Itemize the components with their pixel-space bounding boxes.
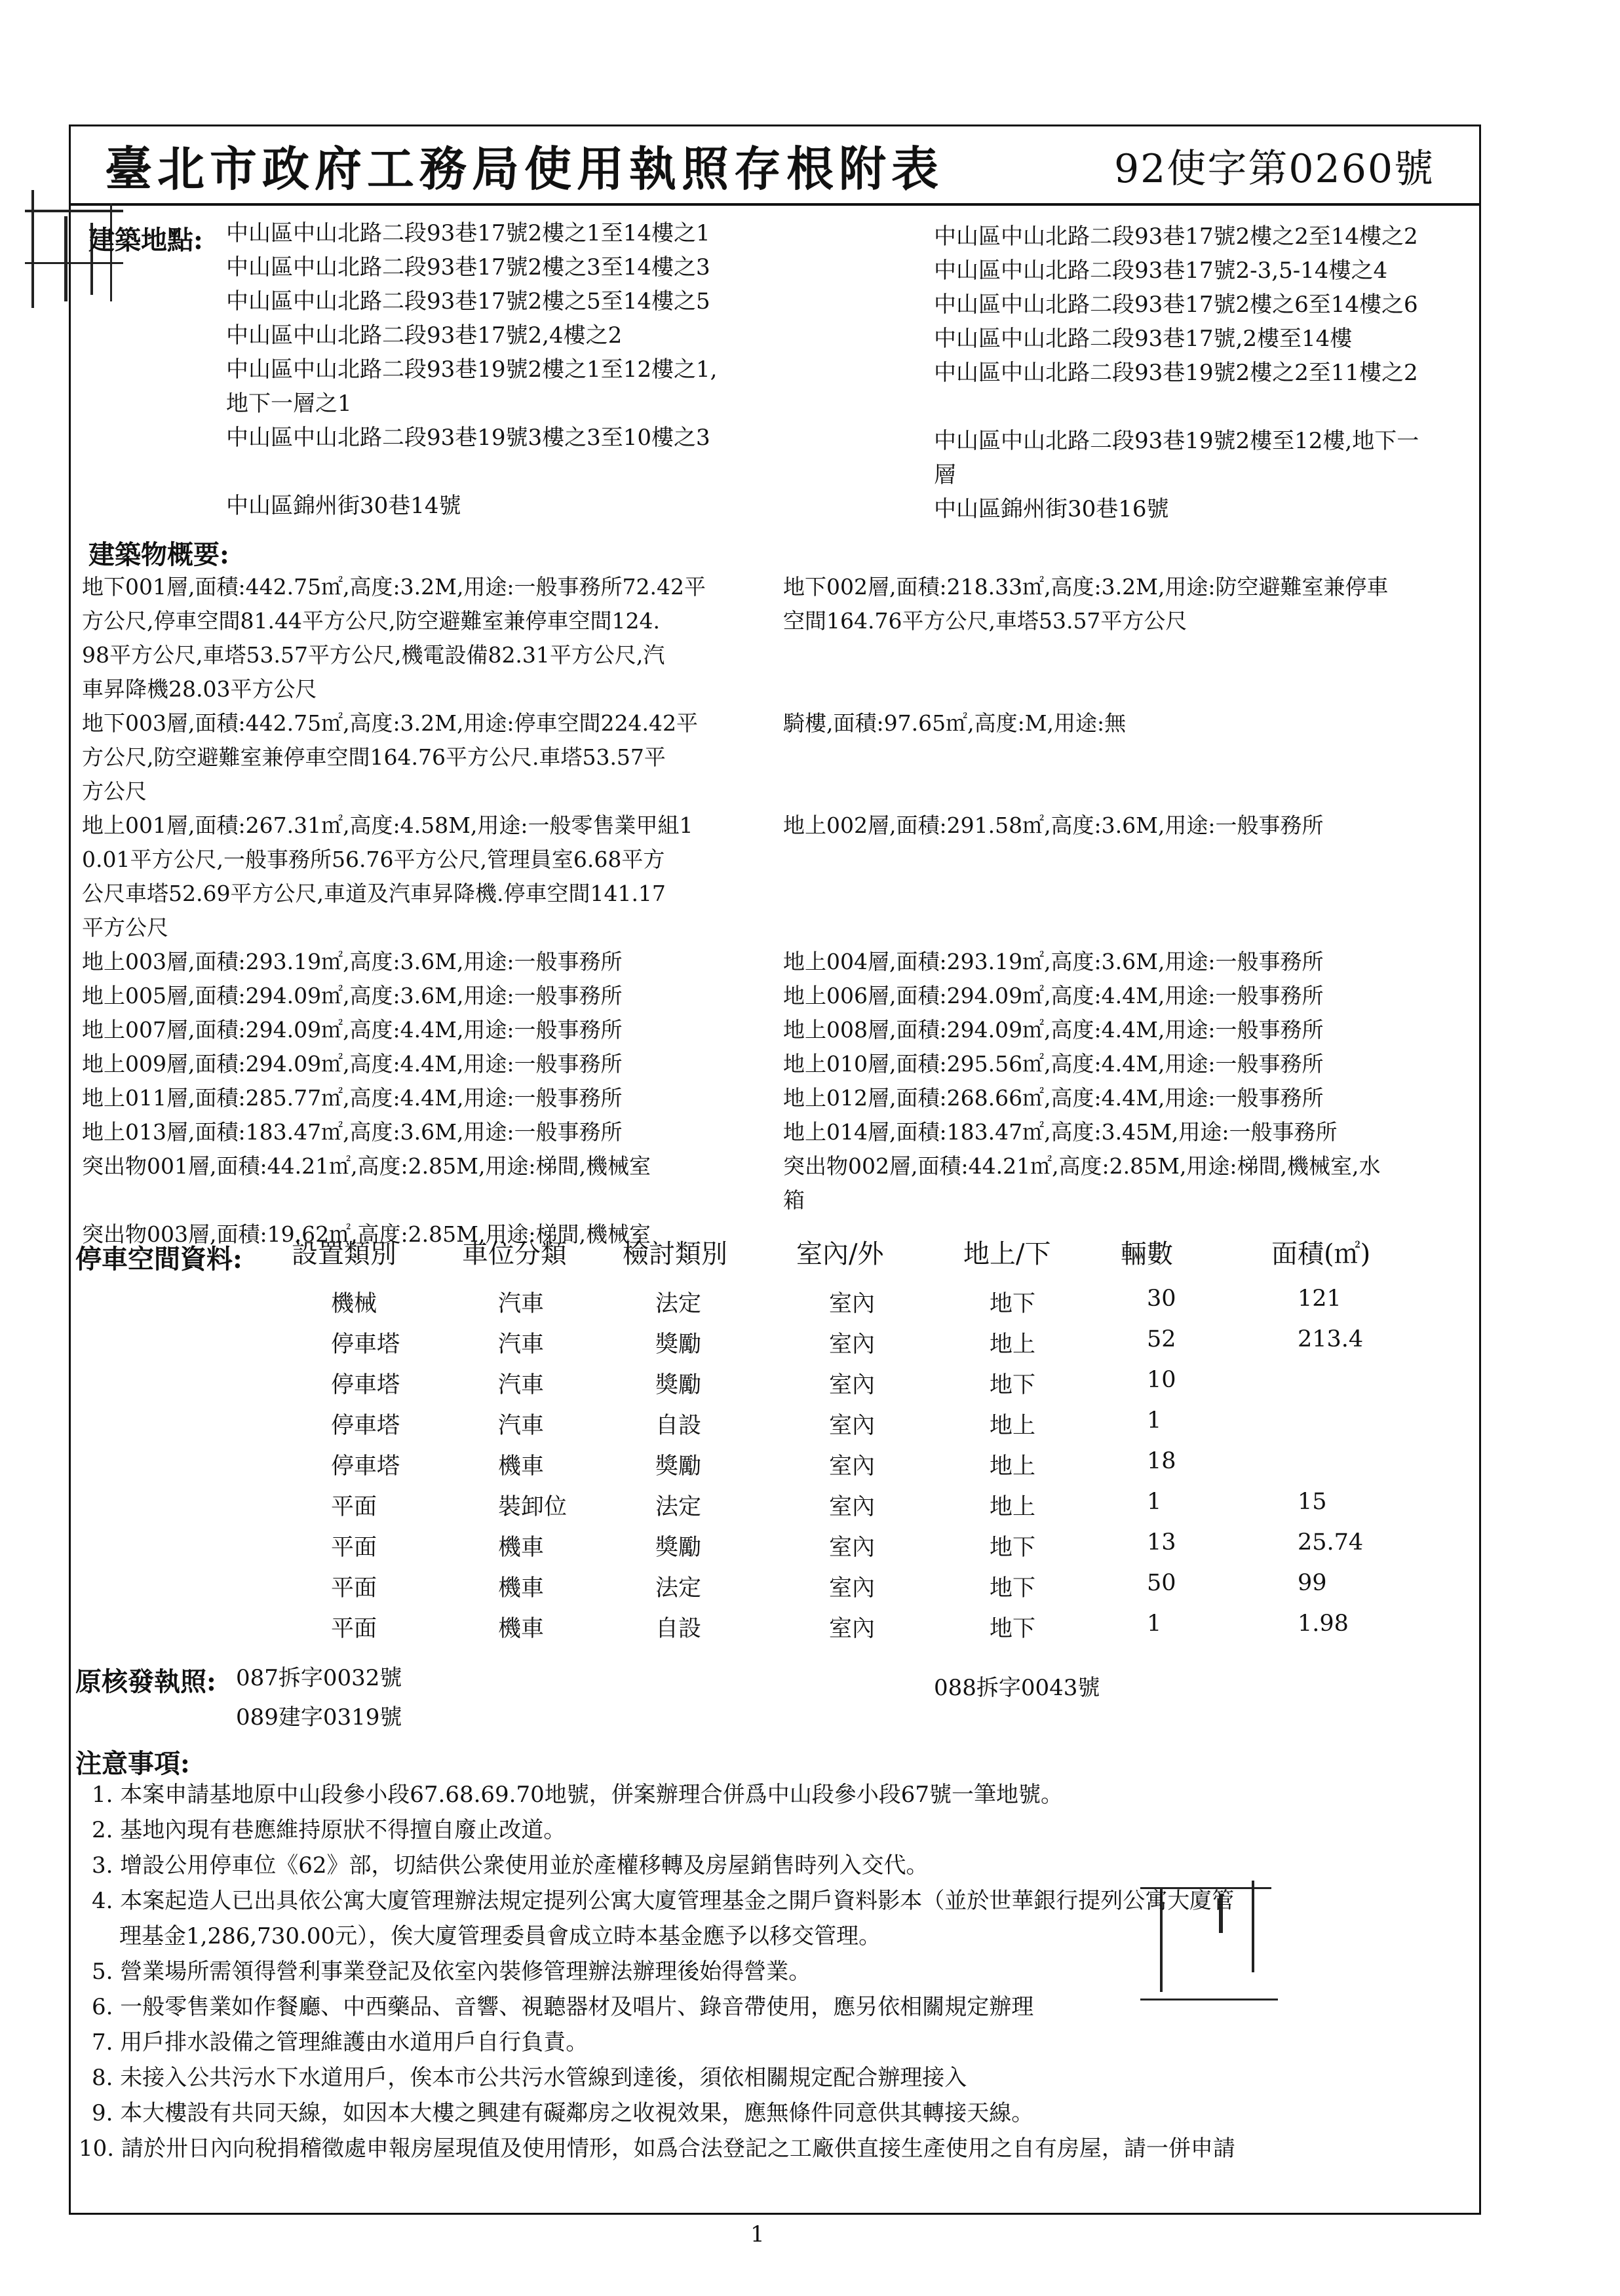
overview-left-cell xyxy=(82,945,783,979)
overview-line: 空間164.76平方公尺,車塔53.57平方公尺 xyxy=(783,608,1187,634)
overview-left-cell xyxy=(82,1081,783,1115)
parking-header-cell: 面積(㎡) xyxy=(1271,1239,1371,1269)
address-left-column xyxy=(226,216,718,523)
permit-number: 92使字第0260號 xyxy=(1114,146,1435,192)
address-line: 中山區中山北路二段93巷17號2樓之6至14樓之6 xyxy=(934,292,1418,318)
parking-cell: 52 xyxy=(1147,1326,1176,1352)
overview-right-cell xyxy=(783,1115,1471,1149)
address-label: 建築地點: xyxy=(88,225,203,256)
parking-cell: 地下 xyxy=(990,1291,1036,1317)
parking-cell: 室內 xyxy=(829,1494,876,1520)
overview-line: 地上011層,面積:285.77㎡,高度:4.4M,用途:一般事務所 xyxy=(82,1085,623,1111)
parking-cell: 室內 xyxy=(829,1372,876,1398)
parking-cell: 裝卸位 xyxy=(498,1494,568,1520)
parking-cell: 停車塔 xyxy=(331,1372,400,1398)
address-line: 中山區錦州街30巷14號 xyxy=(226,493,461,519)
parking-cell: 地上 xyxy=(990,1413,1036,1439)
parking-cell: 室內 xyxy=(829,1291,876,1317)
address-line: 層 xyxy=(934,462,956,488)
overview-left-cell xyxy=(82,570,783,706)
overview-right-cell xyxy=(783,570,1471,706)
overview-line: 地上008層,面積:294.09㎡,高度:4.4M,用途:一般事務所 xyxy=(783,1017,1324,1043)
parking-cell: 法定 xyxy=(655,1291,702,1317)
parking-cell: 自設 xyxy=(655,1616,702,1642)
overview-right-cell xyxy=(783,1047,1471,1081)
overview-line: 平方公尺 xyxy=(82,915,168,940)
overview-row xyxy=(82,1149,1471,1217)
parking-cell: 室內 xyxy=(829,1331,876,1358)
parking-cell: 汽車 xyxy=(498,1372,545,1398)
overview-line: 地上006層,面積:294.09㎡,高度:4.4M,用途:一般事務所 xyxy=(783,983,1324,1008)
parking-cell: 機車 xyxy=(498,1535,545,1561)
parking-header-cell: 檢討類別 xyxy=(623,1239,727,1269)
overview-line: 地上005層,面積:294.09㎡,高度:3.6M,用途:一般事務所 xyxy=(82,983,623,1008)
page-title: 臺北市政府工務局使用執照存根附表 xyxy=(105,141,944,197)
page-number: 1 xyxy=(750,2221,765,2248)
overview-line: 0.01平方公尺,一般事務所56.76平方公尺,管理員室6.68平方 xyxy=(82,847,665,872)
parking-cell: 1.98 xyxy=(1298,1611,1349,1637)
address-line: 中山區中山北路二段93巷17號2樓之3至14樓之3 xyxy=(226,254,710,280)
overview-left-cell xyxy=(82,979,783,1013)
overview-line: 地上013層,面積:183.47㎡,高度:3.6M,用途:一般事務所 xyxy=(82,1119,623,1145)
overview-right-cell xyxy=(783,706,1471,809)
overview-line: 突出物002層,面積:44.21㎡,高度:2.85M,用途:梯間,機械室,水 xyxy=(783,1153,1381,1179)
parking-cell: 10 xyxy=(1147,1367,1176,1393)
parking-cell: 停車塔 xyxy=(331,1413,400,1439)
parking-cell: 獎勵 xyxy=(655,1372,702,1398)
parking-cell: 獎勵 xyxy=(655,1535,702,1561)
note-item: 9. 本大樓設有共同天線，如因本大樓之興建有礙鄰房之收視效果，應無條件同意供其轉接天線。 xyxy=(92,2100,1034,2126)
parking-cell: 13 xyxy=(1147,1529,1176,1556)
parking-cell: 停車塔 xyxy=(331,1331,400,1358)
parking-cell: 1 xyxy=(1147,1489,1162,1515)
parking-cell: 地下 xyxy=(990,1535,1036,1561)
parking-cell: 地下 xyxy=(990,1616,1036,1642)
note-item: 10. 請於卅日內向稅捐稽徵處申報房屋現值及使用情形，如爲合法登記之工廠供直接生產使用之自有房屋，請一併申請 xyxy=(79,2135,1235,2162)
parking-cell: 地下 xyxy=(990,1372,1036,1398)
overview-label: 建築物概要: xyxy=(88,539,229,570)
address-line: 中山區中山北路二段93巷19號2樓至12樓,地下一 xyxy=(934,428,1419,454)
overview-line: 地上001層,面積:267.31㎡,高度:4.58M,用途:一般零售業甲組1 xyxy=(82,813,693,838)
overview-left-cell xyxy=(82,1013,783,1047)
overview-line: 突出物003層,面積:19.62㎡,高度:2.85M,用途:梯間,機械室 xyxy=(82,1221,651,1247)
overview-row xyxy=(82,809,1471,945)
overview-line: 地上010層,面積:295.56㎡,高度:4.4M,用途:一般事務所 xyxy=(783,1051,1324,1077)
overview-left-cell xyxy=(82,1149,783,1217)
parking-cell: 25.74 xyxy=(1298,1529,1364,1556)
notes-label: 注意事項: xyxy=(75,1748,190,1779)
overview-right-cell xyxy=(783,979,1471,1013)
overview-line: 車昇降機28.03平方公尺 xyxy=(82,676,317,702)
address-line: 中山區錦州街30巷16號 xyxy=(934,496,1169,522)
parking-cell: 平面 xyxy=(331,1494,377,1520)
parking-cell: 機車 xyxy=(498,1453,545,1480)
note-item: 5. 營業場所需領得營利事業登記及依室內裝修管理辦法辦理後始得營業。 xyxy=(92,1959,811,1985)
parking-cell: 99 xyxy=(1298,1570,1327,1596)
overview-left-cell xyxy=(82,706,783,809)
parking-cell: 法定 xyxy=(655,1575,702,1601)
overview-line: 突出物001層,面積:44.21㎡,高度:2.85M,用途:梯間,機械室 xyxy=(82,1153,651,1179)
parking-cell: 213.4 xyxy=(1298,1326,1364,1352)
note-item-continued: 理基金1,286,730.00元），俟大廈管理委員會成立時本基金應予以移交管理。 xyxy=(119,1923,881,1949)
overview-line: 地上009層,面積:294.09㎡,高度:4.4M,用途:一般事務所 xyxy=(82,1051,623,1077)
parking-cell: 平面 xyxy=(331,1535,377,1561)
overview-right-cell xyxy=(783,1013,1471,1047)
note-item: 4. 本案起造人已出具依公寓大廈管理辦法規定提列公寓大廈管理基金之開戶資料影本（並於世華銀行提列公寓大廈管 xyxy=(92,1888,1235,1914)
parking-cell: 自設 xyxy=(655,1413,702,1439)
overview-line: 地上014層,面積:183.47㎡,高度:3.45M,用途:一般事務所 xyxy=(783,1119,1338,1145)
parking-cell: 室內 xyxy=(829,1413,876,1439)
parking-cell: 室內 xyxy=(829,1575,876,1601)
overview-section xyxy=(82,570,1471,1252)
address-line: 中山區中山北路二段93巷17號2樓之5至14樓之5 xyxy=(226,288,710,315)
overview-line: 箱 xyxy=(783,1187,805,1213)
parking-cell: 獎勵 xyxy=(655,1331,702,1358)
overview-row xyxy=(82,1217,1471,1252)
overview-line: 地下001層,面積:442.75㎡,高度:3.2M,用途:一般事務所72.42平 xyxy=(82,574,706,600)
note-item: 3. 增設公用停車位《62》部，切結供公衆使用並於產權移轉及房屋銷售時列入交代。 xyxy=(92,1852,929,1879)
address-line: 中山區中山北路二段93巷19號2樓之2至11樓之2 xyxy=(934,360,1418,386)
original-permit-label: 原核發執照: xyxy=(75,1666,216,1697)
overview-line: 方公尺,防空避難室兼停車空間164.76平方公尺.車塔53.57平 xyxy=(82,744,666,770)
overview-row xyxy=(82,1115,1471,1149)
note-item: 1. 本案申請基地原中山段參小段67.68.69.70地號，併案辦理合併爲中山段參小段67號一筆地號。 xyxy=(92,1782,1063,1808)
parking-cell: 機車 xyxy=(498,1575,545,1601)
overview-row xyxy=(82,1013,1471,1047)
note-item: 7. 用戶排水設備之管理維護由水道用戶自行負責。 xyxy=(92,2029,588,2056)
parking-cell: 地上 xyxy=(990,1453,1036,1480)
parking-header-cell: 設置類別 xyxy=(292,1239,396,1269)
parking-cell: 室內 xyxy=(829,1616,876,1642)
overview-line: 騎樓,面積:97.65㎡,高度:M,用途:無 xyxy=(783,710,1127,736)
notes-list xyxy=(79,1777,1235,2166)
address-line: 中山區中山北路二段93巷19號3樓之3至10樓之3 xyxy=(226,425,710,451)
parking-cell: 地上 xyxy=(990,1331,1036,1358)
note-item: 6. 一般零售業如作餐廳、中西藥品、音響、視聽器材及唱片、錄音帶使用，應另依相關規定辦理 xyxy=(92,1994,1034,2020)
parking-cell: 30 xyxy=(1147,1286,1176,1312)
overview-line: 公尺車塔52.69平方公尺,車道及汽車昇降機.停車空間141.17 xyxy=(82,881,666,906)
overview-line: 地上004層,面積:293.19㎡,高度:3.6M,用途:一般事務所 xyxy=(783,949,1324,974)
parking-cell: 汽車 xyxy=(498,1413,545,1439)
overview-line: 地上007層,面積:294.09㎡,高度:4.4M,用途:一般事務所 xyxy=(82,1017,623,1043)
parking-cell: 地上 xyxy=(990,1494,1036,1520)
overview-line: 地上003層,面積:293.19㎡,高度:3.6M,用途:一般事務所 xyxy=(82,949,623,974)
overview-row xyxy=(82,570,1471,706)
overview-left-cell xyxy=(82,809,783,945)
parking-cell: 平面 xyxy=(331,1616,377,1642)
parking-header-cell: 室內/外 xyxy=(796,1239,884,1269)
overview-right-cell xyxy=(783,945,1471,979)
original-permit-2: 088拆字0043號 xyxy=(934,1675,1100,1701)
overview-row xyxy=(82,979,1471,1013)
overview-row xyxy=(82,1081,1471,1115)
address-line: 中山區中山北路二段93巷17號2,4樓之2 xyxy=(226,322,623,349)
parking-label: 停車空間資料: xyxy=(75,1244,242,1274)
original-permit-3: 089建字0319號 xyxy=(236,1704,402,1731)
parking-cell: 18 xyxy=(1147,1448,1176,1474)
overview-left-cell xyxy=(82,1115,783,1149)
overview-line: 方公尺 xyxy=(82,778,147,804)
parking-header-cell: 車位分類 xyxy=(462,1239,567,1269)
address-line: 中山區中山北路二段93巷19號2樓之1至12樓之1, xyxy=(226,356,718,383)
parking-cell: 地下 xyxy=(990,1575,1036,1601)
address-line: 中山區中山北路二段93巷17號2-3,5-14樓之4 xyxy=(934,258,1388,284)
overview-line: 地上012層,面積:268.66㎡,高度:4.4M,用途:一般事務所 xyxy=(783,1085,1324,1111)
address-right-column xyxy=(934,220,1419,526)
parking-cell: 室內 xyxy=(829,1535,876,1561)
overview-line: 方公尺,停車空間81.44平方公尺,防空避難室兼停車空間124. xyxy=(82,608,660,634)
parking-cell: 機械 xyxy=(331,1291,377,1317)
overview-row xyxy=(82,945,1471,979)
parking-cell: 50 xyxy=(1147,1570,1176,1596)
overview-line: 地上002層,面積:291.58㎡,高度:3.6M,用途:一般事務所 xyxy=(783,813,1324,838)
header-divider xyxy=(69,203,1481,206)
overview-right-cell xyxy=(783,1149,1471,1217)
parking-cell: 機車 xyxy=(498,1616,545,1642)
overview-right-cell xyxy=(783,809,1471,945)
address-line: 地下一層之1 xyxy=(226,391,352,417)
note-item: 8. 未接入公共污水下水道用戶，俟本市公共污水管線到達後，須依相關規定配合辦理接入 xyxy=(92,2065,967,2091)
overview-row xyxy=(82,1047,1471,1081)
parking-header-cell: 地上/下 xyxy=(963,1239,1051,1269)
parking-cell: 1 xyxy=(1147,1407,1162,1434)
parking-cell: 15 xyxy=(1298,1489,1327,1515)
parking-cell: 汽車 xyxy=(498,1291,545,1317)
parking-cell: 1 xyxy=(1147,1611,1162,1637)
parking-cell: 121 xyxy=(1298,1286,1341,1312)
parking-cell: 汽車 xyxy=(498,1331,545,1358)
overview-line: 98平方公尺,車塔53.57平方公尺,機電設備82.31平方公尺,汽 xyxy=(82,642,665,668)
overview-row xyxy=(82,706,1471,809)
overview-left-cell xyxy=(82,1047,783,1081)
parking-cell: 停車塔 xyxy=(331,1453,400,1480)
parking-cell: 室內 xyxy=(829,1453,876,1480)
address-line: 中山區中山北路二段93巷17號2樓之1至14樓之1 xyxy=(226,220,710,246)
parking-header-cell: 輛數 xyxy=(1121,1239,1173,1269)
overview-line: 地下003層,面積:442.75㎡,高度:3.2M,用途:停車空間224.42平 xyxy=(82,710,699,736)
parking-cell: 法定 xyxy=(655,1494,702,1520)
address-line: 中山區中山北路二段93巷17號,2樓至14樓 xyxy=(934,326,1353,352)
overview-right-cell xyxy=(783,1081,1471,1115)
original-permit-1: 087拆字0032號 xyxy=(236,1665,402,1691)
parking-cell: 獎勵 xyxy=(655,1453,702,1480)
note-item: 2. 基地內現有巷應維持原狀不得擅自廢止改道。 xyxy=(92,1817,566,1843)
overview-line: 地下002層,面積:218.33㎡,高度:3.2M,用途:防空避難室兼停車 xyxy=(783,574,1389,600)
parking-cell: 平面 xyxy=(331,1575,377,1601)
address-line: 中山區中山北路二段93巷17號2樓之2至14樓之2 xyxy=(934,223,1418,250)
